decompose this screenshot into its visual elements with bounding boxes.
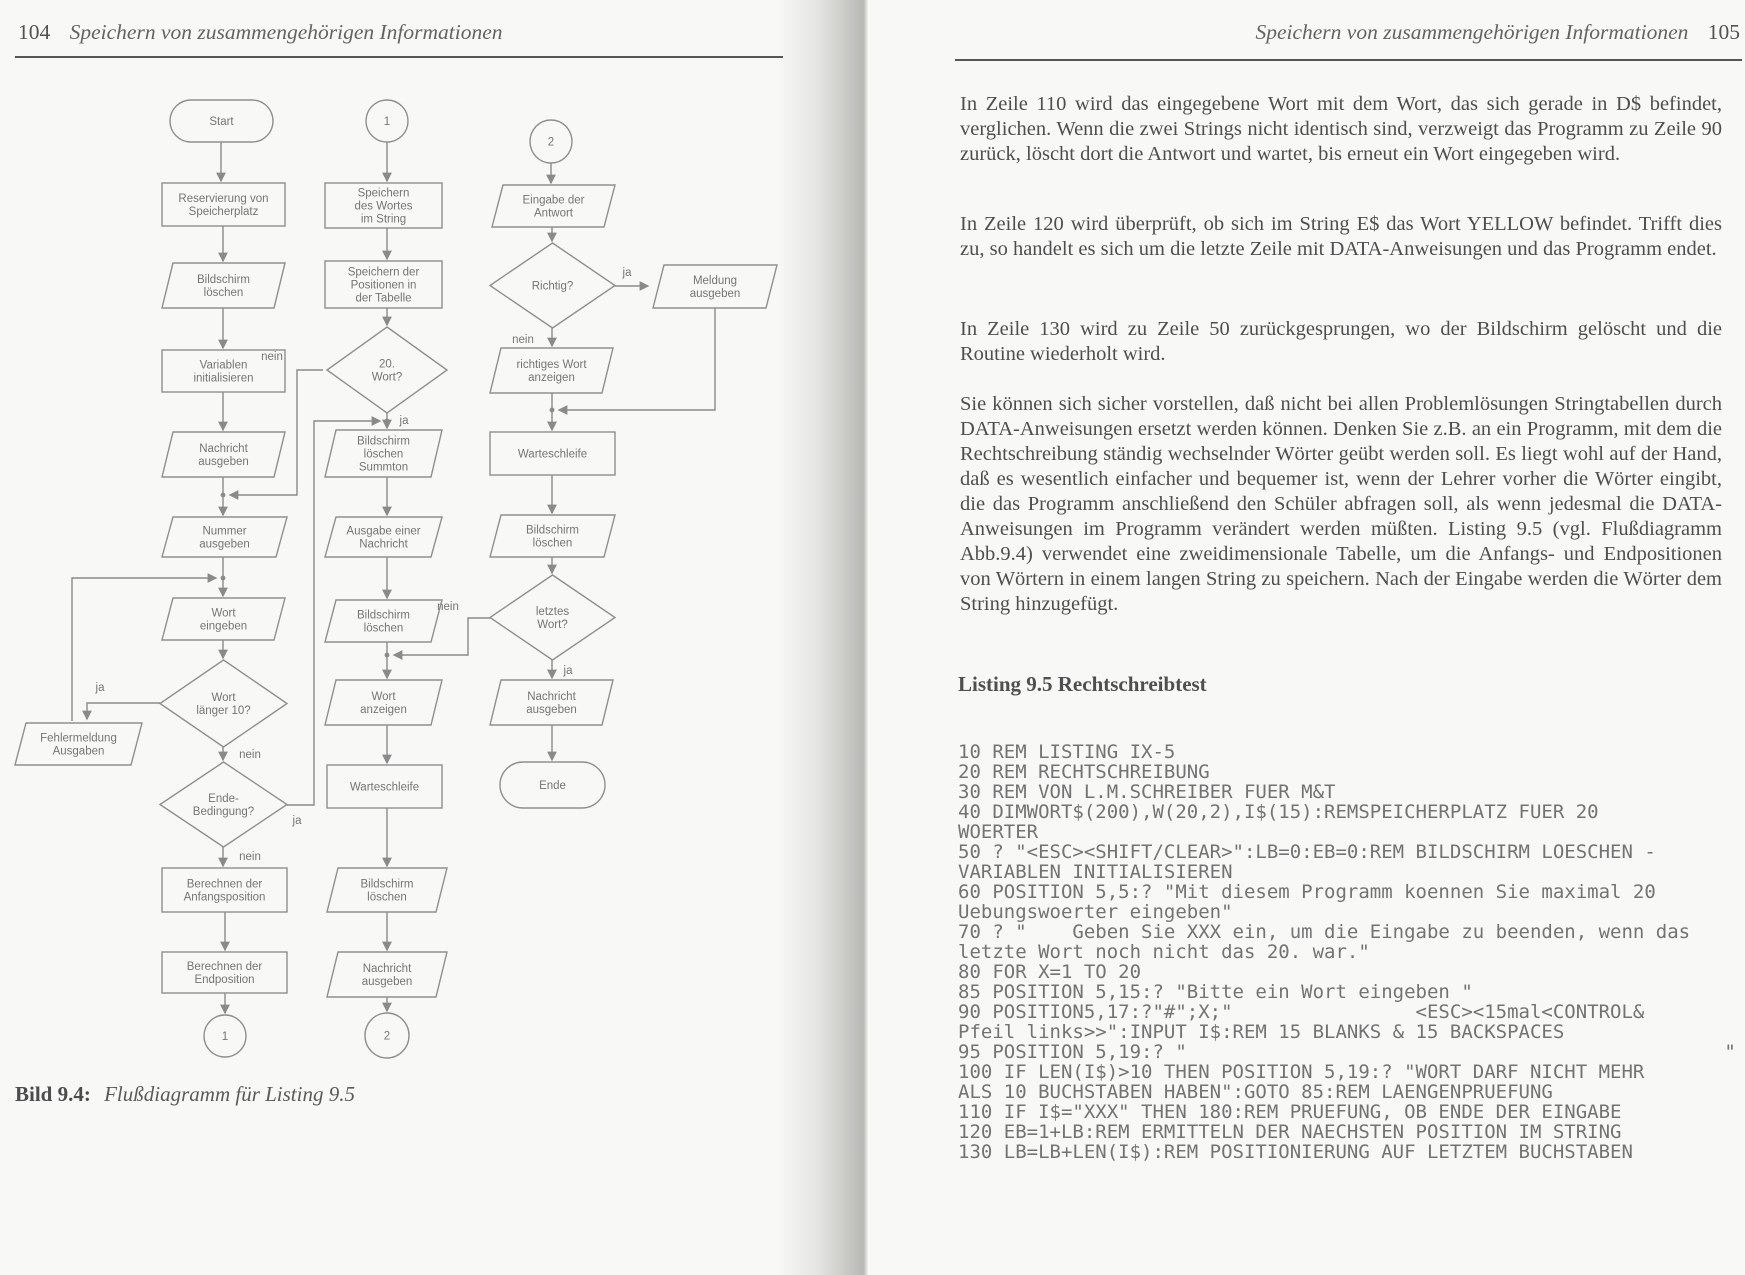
code-line: 85 POSITION 5,15:? "Bitte ein Wort eingeben " bbox=[958, 981, 1473, 1003]
flowchart-node-label: Wort? bbox=[371, 371, 403, 384]
code-line: 30 REM VON L.M.SCHREIBER FUER M&T bbox=[958, 781, 1336, 803]
code-line: 20 REM RECHTSCHREIBUNG bbox=[958, 761, 1210, 783]
flowchart-node-label: Ausgabe einer bbox=[346, 525, 421, 538]
flowchart-node-label: Nachricht bbox=[359, 538, 408, 551]
code-line: 95 POSITION 5,19:? " " bbox=[958, 1041, 1736, 1063]
flowchart-node-label: ausgeben bbox=[526, 704, 577, 716]
flowchart-node-label: anzeigen bbox=[528, 372, 575, 384]
flowchart-node-label: ausgeben bbox=[361, 976, 413, 988]
code-line: VARIABLEN INITIALISIEREN bbox=[958, 861, 1233, 883]
right-page-number: 105 bbox=[1707, 20, 1740, 44]
flowchart-junction-dot bbox=[221, 576, 226, 581]
flowchart-node-label: Bildschirm bbox=[525, 524, 580, 537]
left-page-number: 104 bbox=[18, 20, 51, 44]
flowchart-node-label: Bedingung? bbox=[192, 806, 255, 818]
flowchart-node-label: 1 bbox=[383, 116, 391, 128]
code-line: 120 EB=1+LB:REM ERMITTELN DER NAECHSTEN POSITION IM STRING bbox=[958, 1121, 1622, 1143]
code-line: 60 POSITION 5,5:? "Mit diesem Programm koennen Sie maximal 20 bbox=[958, 881, 1656, 903]
flowchart-edge bbox=[87, 703, 160, 719]
flowchart-node-label: Ende- bbox=[208, 793, 239, 805]
flowchart-node-label: des Wortes bbox=[354, 200, 413, 213]
flowchart-node-label: Warteschleife bbox=[349, 781, 420, 794]
flowchart-node-label: Antwort bbox=[534, 207, 573, 220]
flowchart-node-label: Wort? bbox=[537, 619, 568, 631]
flowchart-node-label: 1 bbox=[221, 1031, 229, 1043]
flowchart-node-label: Bildschirm bbox=[360, 878, 414, 891]
paragraph-zeile-120: In Zeile 120 wird überprüft, ob sich im String E$ das Wort YELLOW befindet. Trifft dies zu, so handelt es sich um die letzte Zeile mit DATA-Anweisungen und das Programm endet. bbox=[960, 213, 1722, 260]
flowchart-node-label: Speichern der bbox=[347, 266, 420, 279]
flowchart-node-label: letztes bbox=[535, 606, 570, 618]
flowchart-node-label: ausgeben bbox=[199, 538, 250, 551]
code-line: letzte Wort noch nicht das 20. war." bbox=[958, 941, 1370, 963]
paragraph-stringtabellen: Sie können sich sicher vorstellen, daß nicht bei allen Problemlösungen Stringtabellen durch DATA-Anweisungen ersetzt werden können. Denken Sie z.B. an ein Programm, mit dem die Rechtschreibung ständig wechselnder Wörter geübt werden soll. Es liegt wohl auf der Hand, daß es wesentlich einfacher und bequemer ist, wenn der Lehrer vorher die Wörter eingibt, die das Programm anschließend den Schüler abfragen soll, als wenn jedesmal die DATA-Anweisungen im Programm verändert werden müßten. Listing 9.5 (vgl. Flußdiagramm Abb.9.4) verwendet eine zweidimensionale Tabelle, um die Anfangs- und Endpositionen von Wörtern in einem langen String zu speichern. Nach der Eingabe werden die Wörter dem String hinzugefügt. bbox=[960, 393, 1722, 615]
left-page-title: Speichern von zusammengehörigen Informationen bbox=[69, 20, 503, 44]
flowchart-node-label: Nachricht bbox=[527, 691, 576, 703]
code-line: 40 DIMWORT$(200),W(20,2),I$(15):REMSPEICHERPLATZ FUER 20 bbox=[958, 801, 1599, 823]
paragraph-zeile-130: In Zeile 130 wird zu Zeile 50 zurückgesprungen, wo der Bildschirm gelöscht und die Routine wiederholt wird. bbox=[960, 318, 1722, 365]
flowchart-node-label: Nachricht bbox=[199, 443, 248, 455]
flowchart-junction-dot bbox=[221, 493, 226, 498]
code-line: ALS 10 BUCHSTABEN HABEN":GOTO 85:REM LAENGENPRUEFUNG bbox=[958, 1081, 1553, 1103]
flowchart-edge-label: nein bbox=[239, 749, 261, 761]
code-listing-9-5 bbox=[958, 742, 1740, 1162]
figure-caption-label: Bild 9.4: bbox=[15, 1082, 91, 1106]
flowchart-junction-dot bbox=[550, 408, 555, 413]
flowchart-edge-label: nein bbox=[512, 334, 534, 346]
flowchart-junction-dot bbox=[385, 653, 390, 658]
flowchart-node-label: löschen bbox=[363, 448, 404, 461]
figure-caption bbox=[15, 1082, 355, 1107]
code-line: 10 REM LISTING IX-5 bbox=[958, 741, 1176, 763]
flowchart-node-label: Fehlermeldung bbox=[40, 732, 117, 745]
flowchart-node-label: Anfangsposition bbox=[183, 891, 266, 904]
code-line: Pfeil links>>":INPUT I$:REM 15 BLANKS & 15 BACKSPACES bbox=[958, 1021, 1565, 1043]
flowchart-node-label: Bildschirm bbox=[196, 274, 251, 286]
flowchart-node-label: Bildschirm bbox=[356, 609, 411, 622]
flowchart-node-label: Endposition bbox=[194, 974, 255, 986]
flowchart-node-label: Start bbox=[209, 116, 234, 128]
code-line: 100 IF LEN(I$)>10 THEN POSITION 5,19:? "WORT DARF NICHT MEHR bbox=[958, 1061, 1645, 1083]
right-page-header bbox=[955, 20, 1740, 45]
flowchart-node-label: löschen bbox=[532, 537, 573, 550]
right-header-rule bbox=[955, 59, 1742, 61]
flowchart-node-label: löschen bbox=[367, 891, 407, 904]
flowchart-node-label: Eingabe der bbox=[522, 194, 585, 207]
flowchart-node-label: Richtig? bbox=[531, 280, 574, 293]
flowchart-node-label: richtiges Wort bbox=[516, 359, 587, 371]
flowchart-node-label: ausgeben bbox=[689, 288, 741, 300]
flowchart-node-label: der Tabelle bbox=[355, 292, 412, 305]
flowchart-edge-label: nein bbox=[261, 351, 283, 363]
flowchart-node-label: Speichern bbox=[357, 187, 410, 200]
flowchart-node-label: Nachricht bbox=[362, 963, 412, 975]
flowchart-node-label: löschen bbox=[363, 622, 404, 635]
code-line: 70 ? " Geben Sie XXX ein, um die Eingabe zu beenden, wenn das bbox=[958, 921, 1691, 943]
flowchart-node-label: initialisieren bbox=[193, 372, 254, 385]
flowchart-bild-9-4 bbox=[0, 0, 870, 1080]
flowchart-node-label: Wort bbox=[371, 691, 396, 703]
paragraph-zeile-110: In Zeile 110 wird das eingegebene Wort mit dem Wort, das sich gerade in D$ befindet, verglichen. Wenn die zwei Strings nicht identisch sind, verzweigt das Programm zu Zeile 90 zurück, löscht dort die Antwort und wartet, bis erneut ein Wort eingegeben wird. bbox=[960, 93, 1722, 165]
flowchart-node-label: 20. bbox=[379, 358, 395, 371]
flowchart-node-label: länger 10? bbox=[196, 705, 251, 717]
flowchart-node-label: Summton bbox=[358, 461, 409, 474]
right-page-title: Speichern von zusammengehörigen Informationen bbox=[1255, 20, 1689, 44]
code-line: Uebungswoerter eingeben" bbox=[958, 901, 1233, 923]
flowchart-node-label: im String bbox=[360, 213, 407, 226]
flowchart-node-label: Speicherplatz bbox=[188, 206, 259, 218]
listing-heading: Listing 9.5 Rechtschreibtest bbox=[958, 672, 1207, 696]
flowchart-edge bbox=[394, 618, 490, 655]
flowchart-node-label: löschen bbox=[203, 287, 244, 299]
flowchart-node-label: 2 bbox=[547, 136, 555, 149]
flowchart-node-label: Reservierung von bbox=[178, 193, 269, 205]
flowchart-node-label: Positionen in bbox=[350, 279, 417, 292]
flowchart-node-label: Bildschirm bbox=[356, 435, 411, 448]
flowchart-edge-label: nein bbox=[437, 601, 459, 613]
flowchart-node-label: Wort bbox=[211, 692, 236, 704]
code-line: 80 FOR X=1 TO 20 bbox=[958, 961, 1142, 983]
flowchart-node-label: anzeigen bbox=[360, 704, 407, 716]
code-line: 90 POSITION5,17:?"#";X;" <ESC><15mal<CONTROL& bbox=[958, 1001, 1645, 1023]
flowchart-junction-dot bbox=[385, 419, 390, 424]
flowchart-edge-label: ja bbox=[95, 682, 105, 694]
flowchart-node-label: Berechnen der bbox=[186, 878, 263, 891]
flowchart-node-label: Meldung bbox=[692, 275, 738, 287]
flowchart-node-label: Warteschleife bbox=[517, 448, 588, 461]
flowchart-node-label: ausgeben bbox=[198, 456, 249, 468]
flowchart-edge-label: ja bbox=[622, 267, 632, 279]
code-line: 110 IF I$="XXX" THEN 180:REM PRUEFUNG, OB ENDE DER EINGABE bbox=[958, 1101, 1622, 1123]
code-line: 50 ? "<ESC><SHIFT/CLEAR>":LB=0:EB=0:REM BILDSCHIRM LOESCHEN - bbox=[958, 841, 1656, 863]
flowchart-edge-label: ja bbox=[399, 415, 409, 427]
flowchart-edge-label: ja bbox=[292, 815, 302, 827]
code-line: WOERTER bbox=[958, 821, 1039, 843]
flowchart-node-label: Variablen bbox=[199, 359, 248, 372]
figure-caption-text: Flußdiagramm für Listing 9.5 bbox=[104, 1082, 355, 1106]
flowchart-node-label: Wort bbox=[211, 607, 236, 620]
flowchart-node-label: Berechnen der bbox=[186, 961, 263, 973]
flowchart-node-label: Ende bbox=[539, 780, 566, 792]
flowchart-node-label: eingeben bbox=[199, 620, 248, 633]
flowchart-node-label: 2 bbox=[383, 1030, 391, 1043]
flowchart-edge-label: ja bbox=[563, 665, 573, 677]
flowchart-edge-label: nein bbox=[239, 851, 261, 863]
code-line: 130 LB=LB+LEN(I$):REM POSITIONIERUNG AUF LETZTEM BUCHSTABEN bbox=[958, 1141, 1633, 1163]
flowchart-node-label: Ausgaben bbox=[52, 745, 105, 758]
flowchart-node-label: Nummer bbox=[202, 525, 247, 538]
flowchart-edge bbox=[72, 578, 216, 721]
